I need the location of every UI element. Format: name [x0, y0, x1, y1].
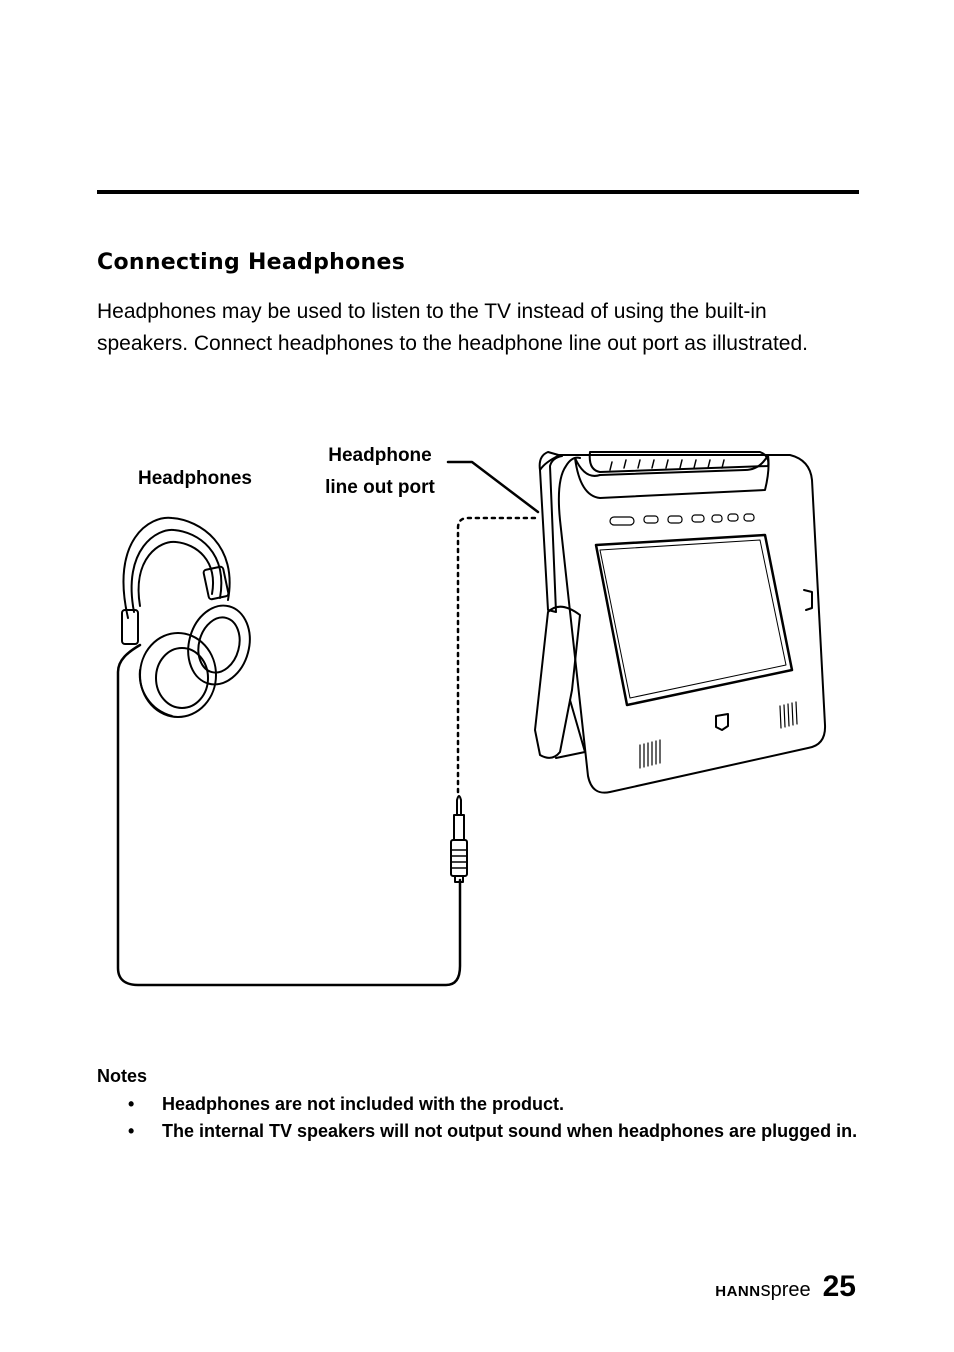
portable-tv-icon [535, 452, 825, 793]
bullet: • [128, 1121, 135, 1141]
label-headphones: Headphones [137, 468, 253, 489]
brand-logo-bold: HANN [715, 1283, 761, 1300]
headphone-cable [118, 645, 460, 985]
brand-logo-light: spree [760, 1279, 811, 1301]
port-leader-line [448, 462, 538, 512]
note-text: Headphones are not included with the product. [162, 1094, 565, 1114]
notes-title: Notes [97, 1066, 148, 1086]
connection-illustration [0, 420, 954, 1020]
bullet: • [128, 1094, 135, 1114]
label-headphone-port [310, 440, 450, 504]
note-item [128, 1120, 858, 1142]
notes-list [128, 1093, 858, 1147]
connection-dotted-line [458, 518, 538, 792]
label-port-line1: Headphone [328, 445, 432, 466]
label-port-line2: line out port [325, 477, 435, 498]
headphones-icon [122, 518, 258, 717]
header-rule [97, 190, 859, 194]
note-item [128, 1093, 858, 1115]
audio-plug-icon [451, 796, 467, 882]
page-number: 25 [822, 1270, 856, 1303]
intro-paragraph: Headphones may be used to listen to the TV instead of using the built-in speakers. Connect headphones to the headphone line out port as illustrated. [97, 300, 808, 355]
section-title: Connecting Headphones [97, 250, 406, 275]
page-footer [715, 1270, 856, 1304]
note-text: The internal TV speakers will not output sound when headphones are plugged in. [162, 1121, 858, 1141]
